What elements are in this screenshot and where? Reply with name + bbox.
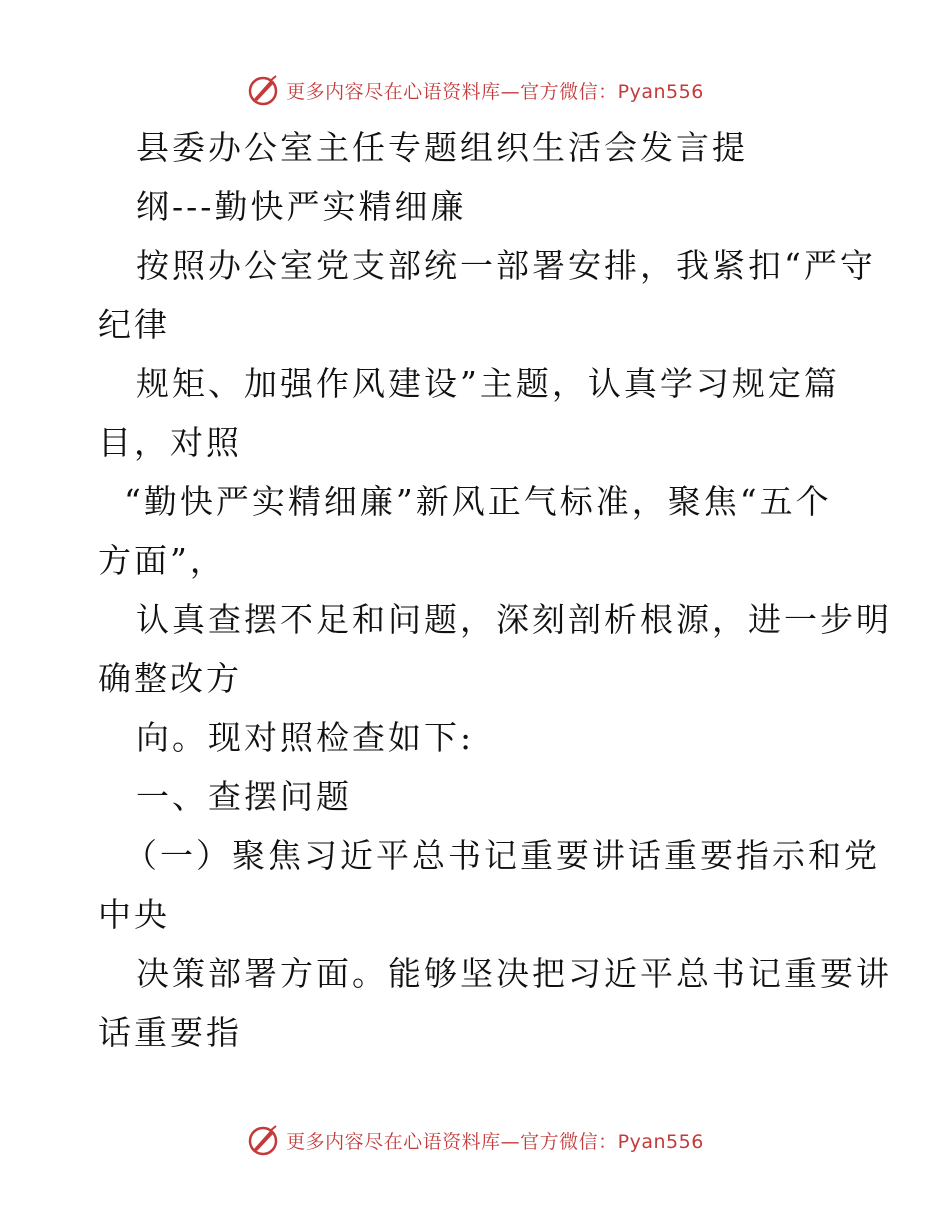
title-line-2: 纲---勤快严实精细廉 — [136, 187, 467, 226]
quill-pen-logo-icon — [246, 73, 280, 107]
title-line-1: 县委办公室主任专题组织生活会发言提 — [136, 128, 748, 167]
footer-watermark — [0, 1120, 950, 1160]
watermark-text: 更多内容尽在心语资料库—官方微信：Pyan556 — [286, 80, 704, 103]
paragraph-line: “勤快严实精细廉”新风正气标准，聚焦“五个 — [124, 482, 832, 521]
paragraph-line: 中央 — [98, 895, 170, 934]
subsection-heading: （一）聚焦习近平总书记重要讲话重要指示和党 — [124, 836, 880, 875]
document-body — [98, 118, 892, 1062]
watermark-text: 更多内容尽在心语资料库—官方微信：Pyan556 — [286, 1130, 704, 1153]
paragraph-line: 纪律 — [98, 305, 170, 344]
paragraph-line: 向。现对照检查如下: — [136, 718, 475, 757]
paragraph-line: 决策部署方面。能够坚决把习近平总书记重要讲 — [136, 954, 892, 993]
quill-pen-logo-icon — [246, 1123, 280, 1157]
paragraph-line: 目，对照 — [98, 423, 242, 462]
section-heading: 一、查摆问题 — [136, 777, 352, 816]
paragraph-line: 话重要指 — [98, 1013, 242, 1052]
paragraph-line: 规矩、加强作风建设”主题，认真学习规定篇 — [136, 364, 840, 403]
paragraph-line: 方面”， — [98, 541, 226, 580]
paragraph-line: 确整改方 — [98, 659, 242, 698]
header-watermark — [0, 70, 950, 110]
paragraph-line: 按照办公室党支部统一部署安排，我紧扣“严守 — [136, 246, 876, 285]
paragraph-line: 认真查摆不足和问题，深刻剖析根源，进一步明 — [136, 600, 892, 639]
